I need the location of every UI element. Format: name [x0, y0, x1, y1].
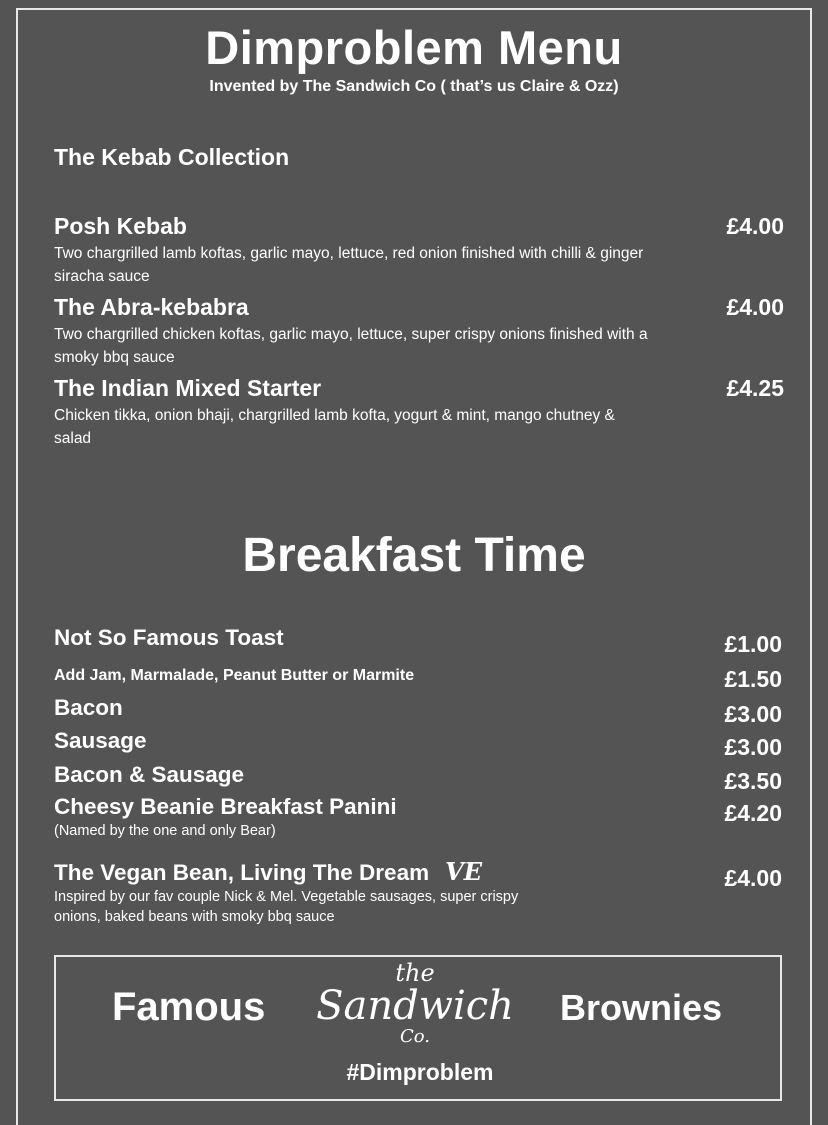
- item-price: £4.20: [724, 800, 782, 826]
- item-price: £3.00: [724, 701, 782, 727]
- menu-item-abra-kebabra: [54, 293, 784, 369]
- sandwich-co-logo: [310, 961, 520, 1057]
- logo-line-sandwich: Sandwich: [316, 983, 514, 1029]
- logo-line-the: the: [395, 959, 435, 987]
- item-description: Inspired by our fav couple Nick & Mel. Vegetable sausages, super crispy onions, baked beans with smoky bbq sauce: [54, 889, 519, 925]
- item-name: Cheesy Beanie Breakfast Panini: [54, 794, 397, 819]
- item-price: £3.00: [724, 734, 782, 760]
- item-description: Two chargrilled lamb koftas, garlic mayo, lettuce, red onion finished with chilli & ginger siracha sauce: [54, 245, 644, 285]
- item-name: The Vegan Bean, Living The Dream: [54, 860, 430, 885]
- kebab-section-title: The Kebab Collection: [54, 144, 290, 170]
- item-name: Not So Famous Toast: [54, 625, 284, 650]
- footer-brownies: Brownies: [559, 987, 722, 1028]
- menu-item-toast: [54, 624, 782, 657]
- item-name: Posh Kebab: [54, 213, 187, 239]
- breakfast-section-title: Breakfast Time: [242, 529, 586, 582]
- item-name: Add Jam, Marmalade, Peanut Butter or Marmite: [54, 667, 415, 684]
- item-name: Bacon: [54, 695, 123, 720]
- item-price: £4.00: [724, 865, 782, 891]
- menu-title: Dimproblem Menu: [205, 21, 623, 74]
- menu-item-cheesy-panini: [54, 793, 782, 841]
- menu-item-bacon-sausage: [54, 761, 782, 794]
- menu-item-bacon: [54, 694, 782, 727]
- vegan-ve-icon: VE: [445, 857, 483, 886]
- menu-subtitle: Invented by The Sandwich Co ( that’s us Claire & Ozz): [209, 78, 619, 95]
- item-name: Sausage: [54, 728, 147, 753]
- item-name: The Indian Mixed Starter: [54, 375, 322, 401]
- item-name: Bacon & Sausage: [54, 762, 245, 787]
- footer-hashtag: #Dimproblem: [346, 1059, 494, 1085]
- footer-banner: [54, 955, 782, 1101]
- menu-item-toast-extras: [54, 662, 782, 690]
- item-description: Two chargrilled chicken koftas, garlic mayo, lettuce, super crispy onions finished with a smoky bbq sauce: [54, 326, 648, 366]
- item-price: £4.00: [726, 294, 784, 320]
- item-price: £4.00: [726, 213, 784, 239]
- item-price: £1.50: [724, 666, 782, 692]
- menu-item-sausage: [54, 727, 782, 760]
- item-price: £4.25: [726, 375, 784, 401]
- item-name-row: [54, 858, 782, 887]
- item-note: (Named by the one and only Bear): [54, 823, 276, 839]
- menu-item-vegan-bean: [54, 858, 782, 927]
- item-name: The Abra-kebabra: [54, 294, 249, 320]
- footer-famous: Famous: [112, 985, 266, 1029]
- item-price: £3.50: [724, 768, 782, 794]
- menu-item-indian-mixed-starter: [54, 374, 784, 450]
- logo-line-co: Co.: [399, 1026, 430, 1047]
- menu-item-posh-kebab: [54, 212, 784, 288]
- item-price: £1.00: [724, 631, 782, 657]
- item-description: Chicken tikka, onion bhaji, chargrilled lamb kofta, yogurt & mint, mango chutney & salad: [54, 407, 615, 447]
